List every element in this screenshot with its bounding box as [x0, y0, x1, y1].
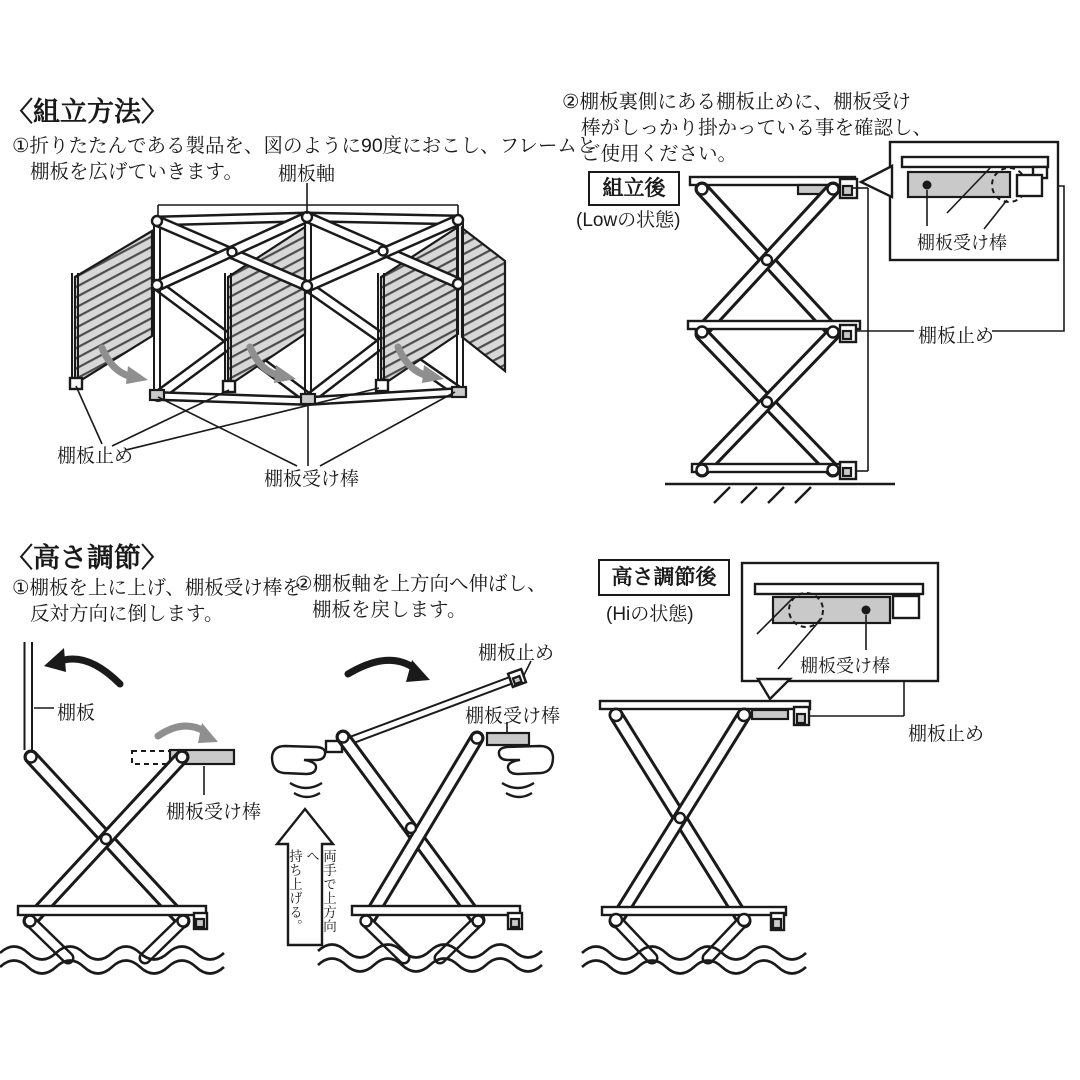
adjust-step2-text2: 棚板を戻します。	[312, 599, 467, 621]
shelf-stop-label-right: 棚板止め	[918, 326, 995, 347]
assembly-step1-text: ①折りたたんである製品を、図のように90度におこし、フレームと	[12, 135, 597, 157]
hi-detail-callout	[742, 563, 938, 699]
callout-shelf-bar-label-hi: 棚板受け棒	[800, 656, 890, 676]
shelf-axis-label: 棚板軸	[278, 164, 336, 185]
assembly-step2-text: ②棚板裏側にある棚板止めに、棚板受け	[562, 91, 911, 113]
adjust-step1-text: ①棚板を上に上げ、棚板受け棒を	[12, 577, 302, 599]
break-waves	[318, 945, 542, 972]
assembled-state-note: (Lowの状態)	[576, 210, 681, 231]
adjust-step1-text2: 反対方向に倒します。	[30, 603, 224, 625]
shelf-bar-label-left: 棚板受け棒	[166, 802, 262, 823]
shelf-bar-label-mid: 棚板受け棒	[465, 706, 561, 727]
adjusted-state-note: (Hiの状態)	[606, 604, 694, 625]
lift-note-line2: 持ち上げる。	[287, 849, 302, 933]
callout-shelf-bar-label: 棚板受け棒	[917, 233, 1007, 253]
assembly-heading: 〈組立方法〉	[6, 97, 168, 127]
shelf-label: 棚板	[57, 703, 96, 724]
right-hand	[499, 746, 553, 774]
tilt-arrow	[348, 660, 430, 682]
shelf-stop-label-bottom: 棚板止め	[908, 724, 985, 745]
lift-note-line1: 両手で上方向へ	[304, 849, 336, 933]
assembly-unfold-diagram	[70, 183, 505, 466]
lift-note	[286, 849, 337, 943]
assembled-state-box: 組立後	[588, 171, 680, 206]
callout-pointer	[758, 679, 790, 699]
shelf-stop-label-mid: 棚板止め	[478, 643, 555, 664]
shelf-panel	[462, 228, 505, 371]
flip-arrow	[158, 723, 218, 743]
break-waves	[0, 947, 224, 974]
callout-pointer	[861, 166, 892, 197]
break-waves	[582, 947, 806, 974]
assembly-step1-text2: 棚板を広げていきます。	[30, 161, 243, 183]
ground-line	[665, 484, 895, 503]
shelf-bar-label: 棚板受け棒	[264, 469, 360, 490]
adjust-step2-text: ②棚板軸を上方向へ伸ばし、	[295, 573, 547, 595]
height-adjust-heading: 〈高さ調節〉	[6, 543, 168, 573]
assembly-step2-text3: ご使用ください。	[581, 143, 738, 165]
shake-marks	[290, 783, 534, 797]
raise-arrow	[44, 648, 120, 684]
shelf-stop-piece	[508, 669, 526, 687]
shelf-stop-label: 棚板止め	[57, 446, 134, 467]
left-hand	[272, 746, 325, 774]
assembly-step2-text2: 棒がしっかり掛かっている事を確認し、	[581, 117, 933, 139]
adjusted-state-box: 高さ調節後	[598, 559, 730, 596]
